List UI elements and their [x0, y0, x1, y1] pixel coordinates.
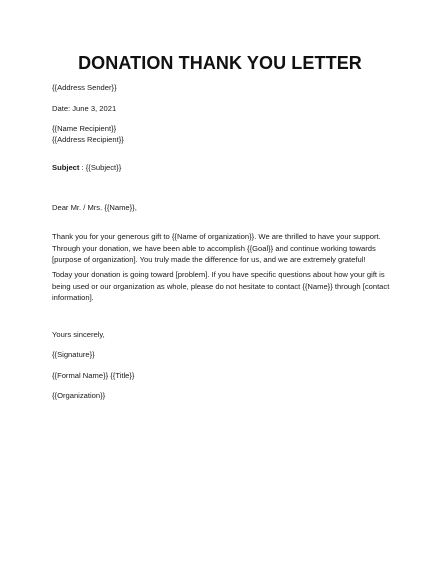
paragraph-line: [purpose of organization]. You truly made the difference for us, and we are extremely grateful! [52, 255, 366, 265]
closing: Yours sincerely, [52, 330, 105, 339]
paragraph-line: information]. [52, 293, 94, 303]
paragraph-donation-use [52, 269, 390, 304]
formal-name-title: {{Formal Name}} {{Title}} [52, 371, 135, 380]
paragraph-line: Through your donation, we have been able to accomplish {{Goal}} and continue working towards [52, 243, 376, 253]
signature: {{Signature}} [52, 350, 95, 359]
subject-value: : {{Subject}} [79, 163, 122, 172]
paragraph-line: Thank you for your generous gift to {{Name of organization}}. We are thrilled to have your support. [52, 232, 381, 241]
organization: {{Organization}} [52, 391, 106, 400]
subject-label: Subject [52, 163, 80, 172]
paragraph-line: Today your donation is going toward [problem]. If you have specific questions about how your gift is [52, 270, 385, 279]
sender-address: {{Address Sender}} [52, 83, 117, 92]
recipient-name: {{Name Recipient}} [52, 124, 117, 133]
paragraph-thanks [52, 231, 382, 266]
letter-date: Date: June 3, 2021 [52, 104, 117, 113]
salutation: Dear Mr. / Mrs. {{Name}}, [52, 203, 137, 212]
letter-title: DONATION THANK YOU LETTER [78, 53, 362, 73]
subject-line [52, 163, 121, 174]
recipient-address: {{Address Recipient}} [52, 135, 124, 144]
paragraph-line: being used or our organization as whole, please do not hesitate to contact {{Name}} through [contact [52, 281, 390, 291]
